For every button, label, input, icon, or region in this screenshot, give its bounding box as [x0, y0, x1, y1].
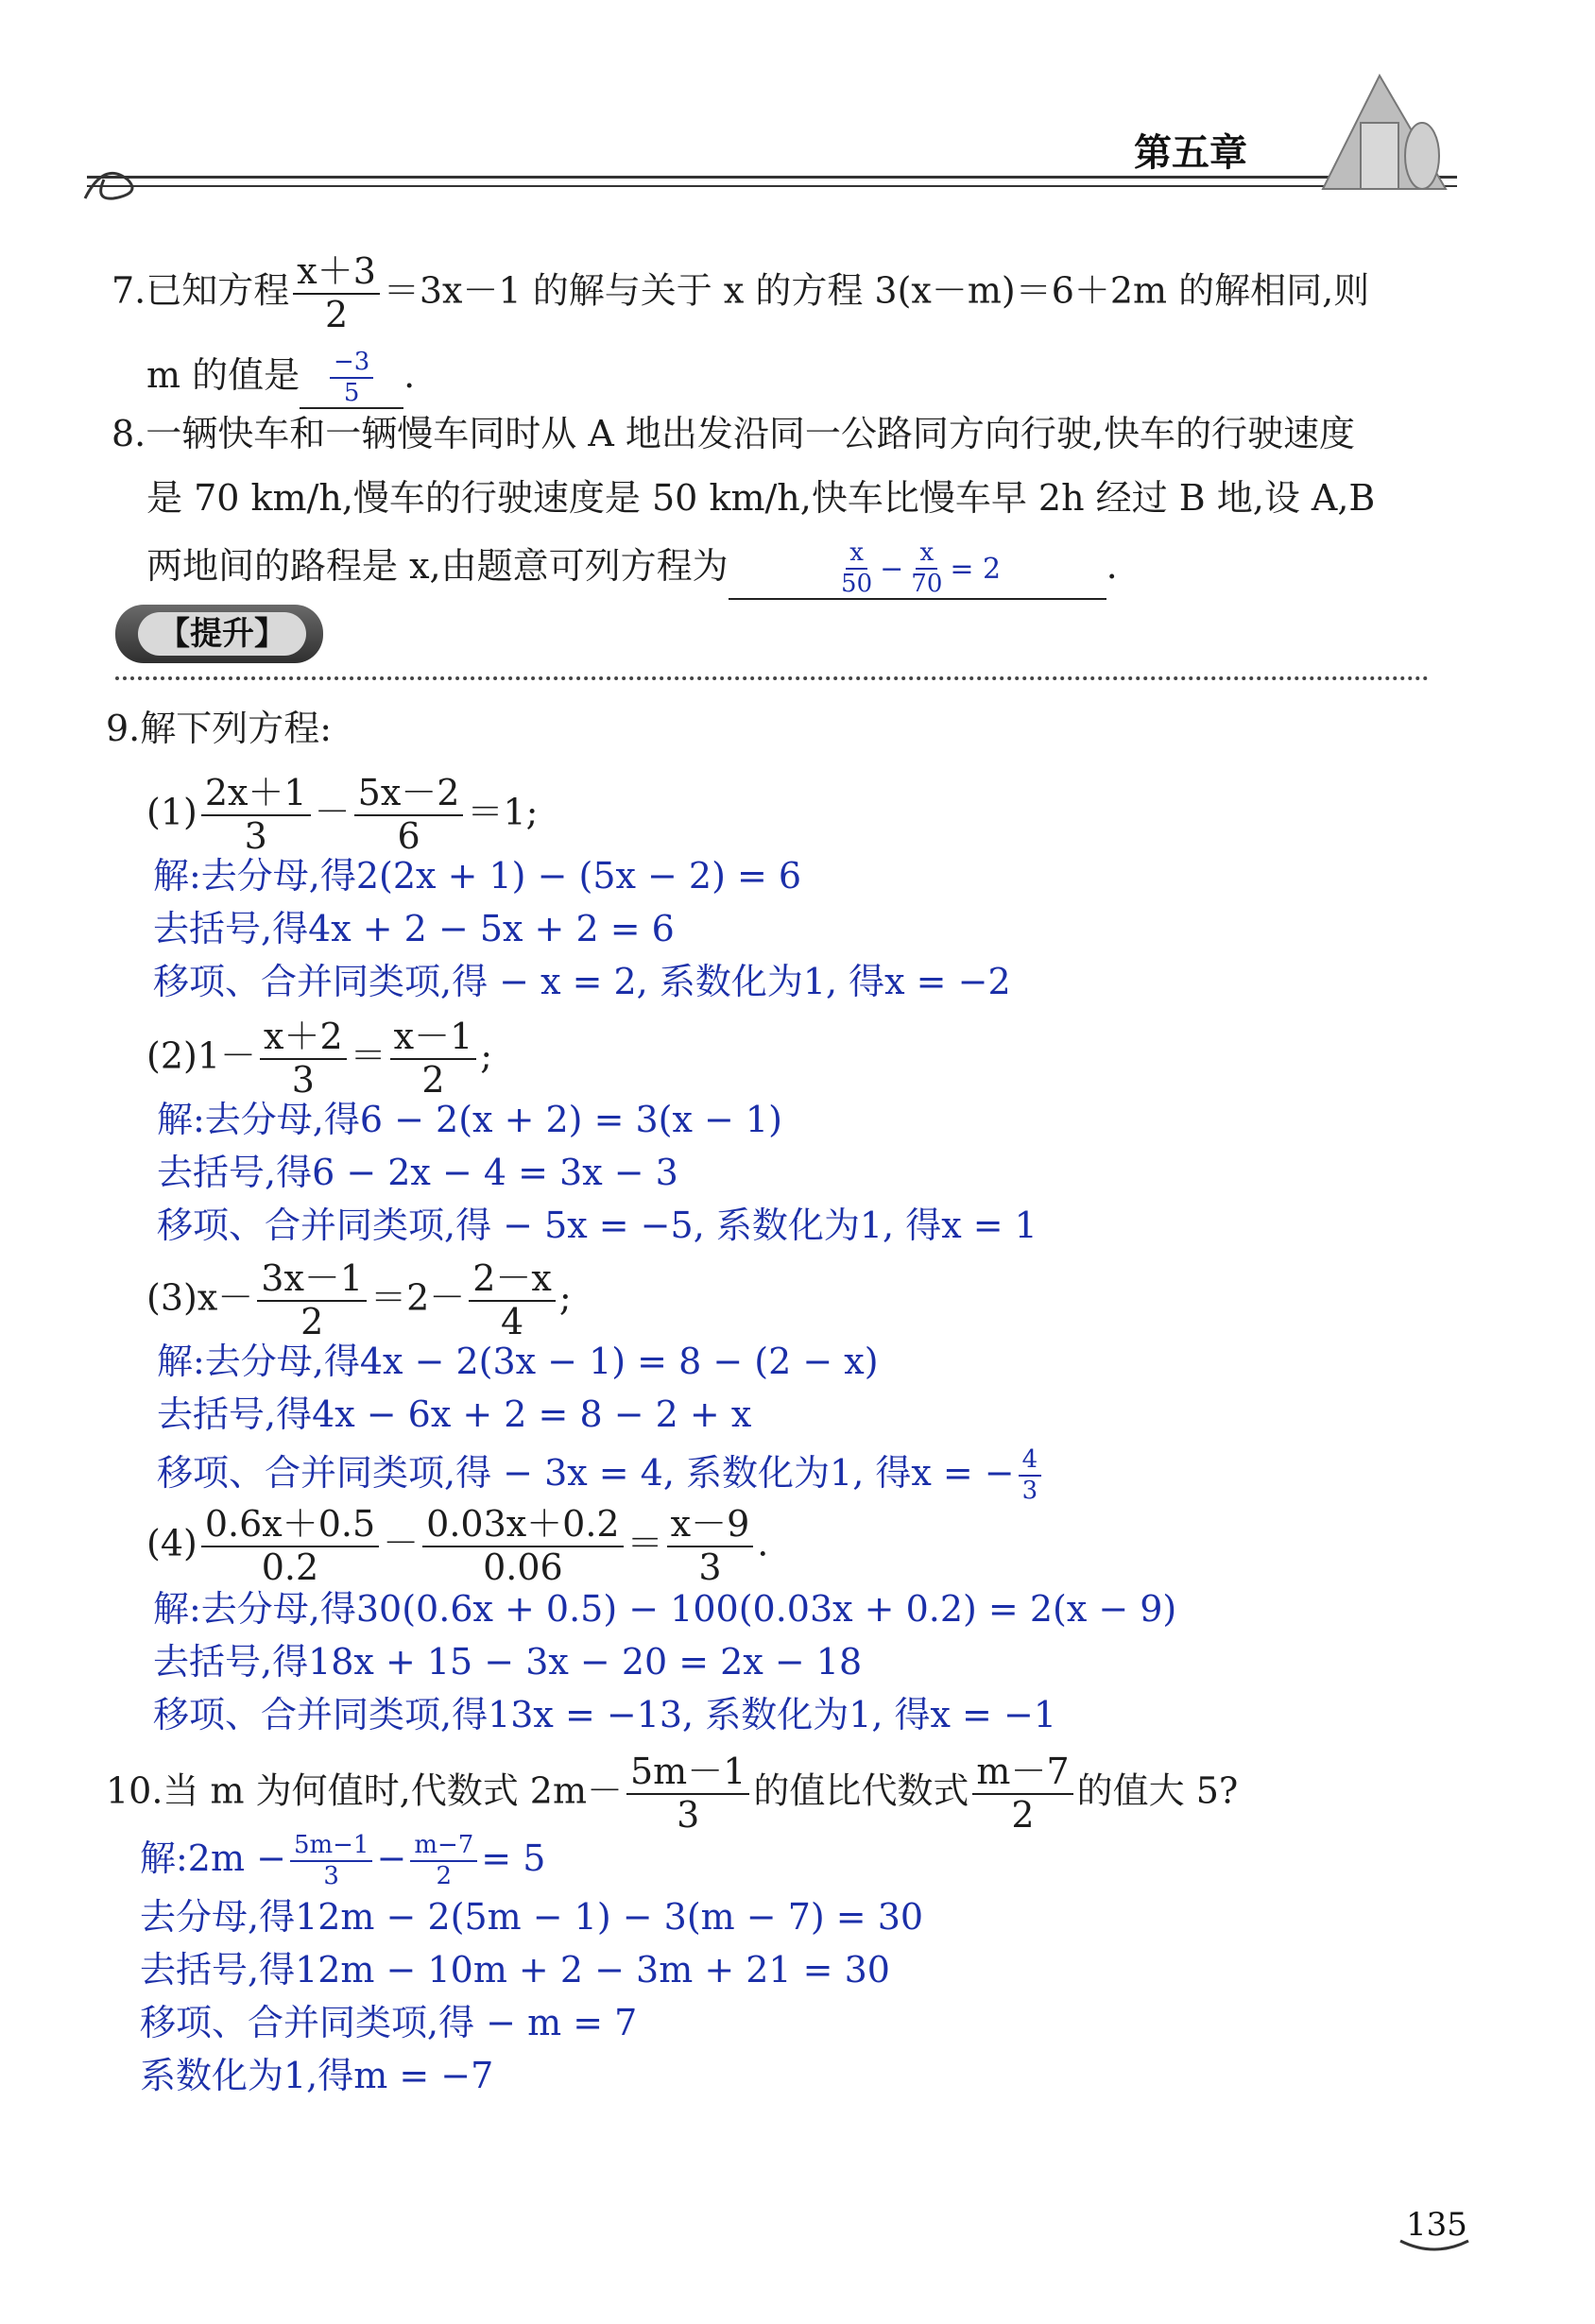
q10-s1-b-n: m−7 — [410, 1833, 477, 1862]
q7-frac-denominator: 2 — [324, 293, 349, 335]
q7-frac-numerator: x＋3 — [293, 253, 380, 295]
question-8-line3 — [146, 540, 1118, 600]
q9-p4-op2: ＝ — [626, 1522, 663, 1564]
q10-b-n: m－7 — [972, 1753, 1072, 1795]
swirl-icon — [76, 142, 151, 217]
q9-part1 — [146, 772, 539, 857]
q8-end: . — [1106, 544, 1118, 587]
q9-p3-frac-b — [469, 1257, 556, 1342]
q7-end: . — [403, 353, 416, 396]
q9-p3-label: (3)x－ — [146, 1276, 254, 1319]
q9-p2-a-d: 3 — [291, 1058, 315, 1101]
q10-frac-b — [972, 1753, 1072, 1835]
q9-p2-rest: ; — [480, 1034, 493, 1077]
q10-s1-pre: 解:2m − — [140, 1837, 286, 1879]
q9-p3-s3-n: 4 — [1019, 1447, 1042, 1477]
q10-mid: 的值比代数式 — [753, 1769, 969, 1812]
q10-s1-frac-b — [410, 1833, 477, 1890]
q9-p3-step3-text: 移项、合并同类项,得 − 3x = 4, 系数化为1, 得x = − — [157, 1451, 1015, 1494]
q9-p3-step2: 去括号,得4x − 6x + 2 = 8 − 2 + x — [157, 1393, 752, 1435]
q9-p4-step2: 去括号,得18x + 15 − 3x − 20 = 2x − 18 — [153, 1641, 863, 1683]
q7-prefix: 7.已知方程 — [111, 269, 290, 312]
q9-p3-step3-frac — [1019, 1447, 1042, 1505]
q10-step1 — [140, 1833, 545, 1890]
q9-p4-a-d: 0.2 — [261, 1546, 319, 1588]
q10-a-n: 5m－1 — [626, 1753, 749, 1795]
q9-p4-frac-a — [201, 1503, 379, 1588]
q9-part2 — [146, 1018, 492, 1100]
q9-part3 — [146, 1257, 572, 1342]
q9-p4-a-n: 0.6x＋0.5 — [201, 1506, 379, 1547]
page-number-underline-icon — [1397, 2237, 1472, 2256]
q9-p1-rest: ＝1; — [467, 791, 539, 833]
q9-p4-step3: 移项、合并同类项,得13x = −13, 系数化为1, 得x = −1 — [153, 1694, 1056, 1735]
q10-step3: 去括号,得12m − 10m + 2 − 3m + 21 = 30 — [140, 1949, 890, 1991]
q9-p4-op: － — [383, 1522, 420, 1564]
q9-p3-op: ＝2－ — [370, 1276, 466, 1319]
q10-b-d: 2 — [1011, 1793, 1035, 1836]
q9-p2-a-n: x＋2 — [260, 1018, 347, 1060]
q9-part4 — [146, 1503, 769, 1588]
q9-p3-a-n: 3x－1 — [257, 1260, 367, 1302]
q9-p1-a-d: 3 — [244, 814, 267, 857]
q9-p4-b-n: 0.03x＋0.2 — [422, 1506, 623, 1547]
q9-p4-b-d: 0.06 — [483, 1546, 563, 1588]
q10-a-d: 3 — [677, 1793, 700, 1836]
q9-p2-frac-b — [390, 1018, 477, 1100]
page-number: 135 — [1406, 2206, 1467, 2244]
geometric-shapes-icon — [1304, 66, 1465, 198]
q9-p3-step3 — [157, 1447, 1045, 1505]
q10-prefix: 10.当 m 为何值时,代数式 2m－ — [106, 1769, 623, 1812]
q8-answer-op: − — [880, 552, 904, 586]
q8-frac-b-d: 70 — [911, 570, 943, 599]
q8-answer-frac-a — [837, 540, 876, 598]
q9-p2-b-d: 2 — [421, 1058, 445, 1101]
q10-frac-a — [626, 1753, 749, 1835]
q9-p4-c-n: x－9 — [667, 1506, 754, 1547]
q9-p1-op: － — [314, 791, 351, 833]
q9-p4-rest: . — [757, 1522, 769, 1564]
q8-answer — [833, 538, 1002, 599]
q9-p1-frac-a — [201, 772, 311, 857]
q10-s1-frac-a — [290, 1833, 373, 1890]
question-8-line1: 8.一辆快车和一辆慢车同时从 A 地出发沿同一公路同方向行驶,快车的行驶速度 — [111, 413, 1355, 454]
q8-answer-rest: = 2 — [950, 552, 1002, 586]
q10-s1-op: − — [376, 1837, 407, 1879]
question-7 — [111, 250, 1370, 335]
q9-p2-step1: 解:去分母,得6 − 2(x + 2) = 3(x − 1) — [157, 1099, 782, 1140]
q7-answer-numerator: −3 — [330, 350, 373, 379]
q9-p1-step2: 去括号,得4x + 2 − 5x + 2 = 6 — [153, 908, 675, 949]
q9-p1-a-n: 2x＋1 — [201, 775, 311, 816]
q10-step5: 系数化为1,得m = −7 — [140, 2055, 494, 2096]
q9-p4-step1: 解:去分母,得30(0.6x + 0.5) − 100(0.03x + 0.2) = 2(x − 9) — [153, 1588, 1177, 1630]
q10-s1-rest: = 5 — [481, 1837, 546, 1879]
q9-p2-b-n: x－1 — [390, 1018, 477, 1060]
section-badge: 【提升】 — [138, 612, 306, 656]
section-divider — [115, 676, 1429, 680]
q7-fraction — [293, 250, 380, 335]
q9-p1-label: (1) — [146, 791, 197, 833]
q9-p4-label: (4) — [146, 1522, 197, 1564]
q9-p1-frac-b — [354, 772, 464, 857]
q8-answer-frac-b — [907, 540, 946, 598]
q8-frac-a-d: 50 — [841, 570, 873, 599]
q9-p3-s3-d: 3 — [1021, 1477, 1038, 1506]
q8-frac-a-n: x — [846, 540, 867, 570]
q10-s1-a-n: 5m−1 — [290, 1833, 373, 1862]
question-9-title: 9.解下列方程: — [106, 708, 333, 749]
q9-p2-step2: 去括号,得6 − 2x − 4 = 3x − 3 — [157, 1152, 678, 1193]
question-7-line2 — [146, 350, 415, 409]
q9-p1-step1: 解:去分母,得2(2x + 1) − (5x − 2) = 6 — [153, 855, 802, 897]
q10-step2: 去分母,得12m − 2(5m − 1) − 3(m − 7) = 30 — [140, 1896, 924, 1938]
q7-text: ＝3x－1 的解与关于 x 的方程 3(x－m)＝6＋2m 的解相同,则 — [383, 269, 1370, 312]
q9-p3-b-n: 2－x — [469, 1260, 556, 1302]
q7-line2-text: m 的值是 — [146, 353, 300, 396]
q7-answer-blank — [300, 350, 403, 409]
q8-frac-b-n: x — [916, 540, 937, 570]
chapter-title: 第五章 — [1134, 130, 1247, 175]
q9-p4-c-d: 3 — [698, 1546, 722, 1588]
q9-p2-frac-a — [260, 1018, 347, 1100]
q8-line3-text: 两地间的路程是 x,由题意可列方程为 — [146, 544, 729, 587]
q9-p2-label: (2)1－ — [146, 1034, 257, 1077]
q10-step4: 移项、合并同类项,得 − m = 7 — [140, 2002, 638, 2043]
q9-p3-frac-a — [257, 1257, 367, 1342]
q9-p1-b-d: 6 — [397, 814, 420, 857]
q9-p2-op: ＝ — [350, 1034, 386, 1077]
q10-s1-a-d: 3 — [323, 1862, 339, 1891]
q9-p3-a-d: 2 — [300, 1300, 324, 1342]
q9-p1-b-n: 5x－2 — [354, 775, 464, 816]
header-rule — [87, 176, 1457, 179]
q10-end: 的值大 5? — [1076, 1769, 1239, 1812]
q8-answer-blank — [729, 540, 1106, 600]
q9-p3-b-d: 4 — [500, 1300, 524, 1342]
question-8-line2: 是 70 km/h,慢车的行驶速度是 50 km/h,快车比慢车早 2h 经过 B 地,设 A,B — [146, 477, 1376, 519]
q9-p3-rest: ; — [558, 1276, 572, 1319]
header-rule-secondary — [87, 185, 1457, 187]
q10-s1-b-d: 2 — [436, 1862, 453, 1891]
q9-p2-step3: 移项、合并同类项,得 − 5x = −5, 系数化为1, 得x = 1 — [157, 1205, 1038, 1246]
question-10 — [106, 1753, 1238, 1835]
q9-p3-step1: 解:去分母,得4x − 2(3x − 1) = 8 − (2 − x) — [157, 1341, 879, 1382]
q9-p4-frac-c — [667, 1503, 754, 1588]
q9-p1-step3: 移项、合并同类项,得 − x = 2, 系数化为1, 得x = −2 — [153, 961, 1011, 1002]
q9-p4-frac-b — [422, 1503, 623, 1588]
q7-answer-denominator: 5 — [343, 379, 360, 408]
q7-answer — [330, 350, 373, 407]
